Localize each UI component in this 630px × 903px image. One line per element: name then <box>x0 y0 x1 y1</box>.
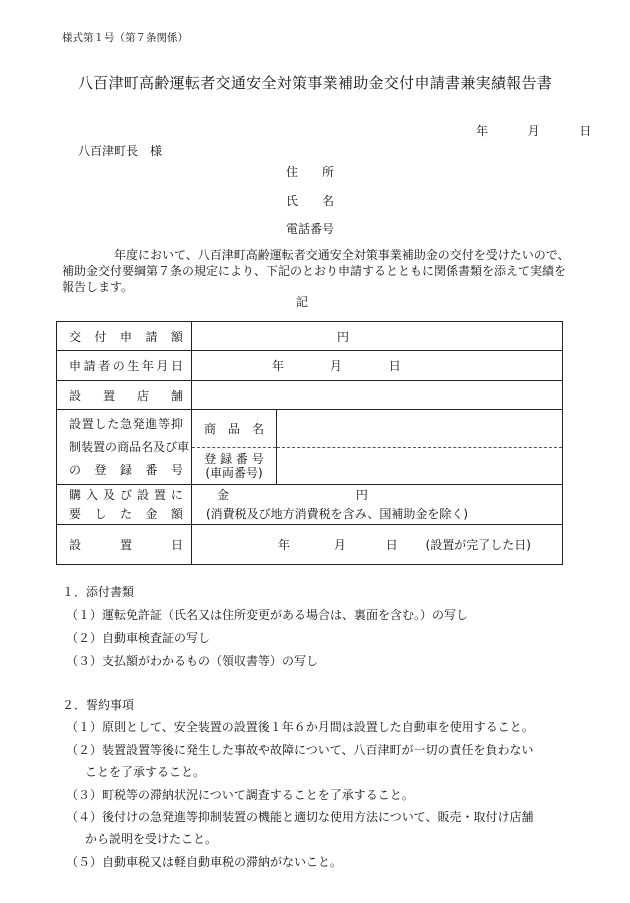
applicant-phone-label: 電話番号 <box>286 222 335 236</box>
row-device-product <box>57 410 563 448</box>
date-month: 月 <box>527 124 540 138</box>
label-product-name: 商 品 名 <box>192 410 277 448</box>
form-number: 様式第１号（第７条関係） <box>62 32 188 44</box>
applicant-address-label: 住 所 <box>286 165 335 179</box>
label-grant-amount: 交 付 申 請 額 <box>57 322 192 351</box>
label-registration-number: 登 録 番 号 (車両番号) <box>192 448 277 485</box>
addressee: 八百津町長 様 <box>78 144 163 158</box>
pledge-item-2-line-1: （２）装置設置等後に発生した事故や故障について、八百津町が一切の責任を負わない <box>66 743 534 757</box>
purchase-amount-field[interactable]: 金 円 (消費税及び地方消費税を含み、国補助金を除く) <box>192 485 563 525</box>
attachment-item-2: （２）自動車検査証の写し <box>66 631 211 645</box>
registration-number-field[interactable] <box>277 448 563 485</box>
store-field[interactable] <box>192 381 563 410</box>
attachments-heading: １．添付書類 <box>62 585 135 599</box>
date-year: 年 <box>476 124 489 138</box>
application-statement: 年度において、八百津町高齢運転者交通安全対策事業補助金の交付を受けたいので、補助金交付要綱第７条の規定により、下記のとおり申請するとともに関係書類を添えて実績を報告します。 <box>62 248 570 294</box>
date-day: 日 <box>579 124 592 138</box>
applicant-name-label: 氏 名 <box>286 194 335 208</box>
attachment-item-3: （３）支払額がわかるもの（領収書等）の写し <box>66 654 319 668</box>
pledge-item-3: （３）町税等の滞納状況について調査することを了承すること。 <box>66 788 414 802</box>
pledge-item-1: （１）原則として、安全装置の設置後１年６か月間は設置した自動車を使用すること。 <box>66 720 534 734</box>
row-birthdate <box>57 351 563 381</box>
pledge-heading: ２．誓約事項 <box>62 698 135 712</box>
document-title: 八百津町高齢運転者交通安全対策事業補助金交付申請書兼実績報告書 <box>77 74 553 92</box>
date-line <box>476 122 591 139</box>
application-table <box>56 321 563 565</box>
row-install-date <box>57 525 563 565</box>
label-purchase-amount: 購 入 及 び 設 置 に 要 し た 金 額 <box>57 485 192 525</box>
product-name-field[interactable] <box>277 410 563 448</box>
install-date-field[interactable]: 年 月 日 (設置が完了した日) <box>192 525 563 565</box>
row-purchase-amount <box>57 485 563 525</box>
birthdate-field[interactable]: 年 月 日 <box>192 351 563 381</box>
ki-mark: 記 <box>296 295 309 309</box>
row-grant-amount <box>57 322 563 351</box>
label-birthdate: 申 請 者 の 生 年 月 日 <box>57 351 192 381</box>
pledge-item-5: （５）自動車税又は軽自動車税の滞納がないこと。 <box>66 855 343 869</box>
pledge-item-4-line-1: （４）後付けの急発進等抑制装置の機能と適切な使用方法について、販売・取付け店舗 <box>66 810 534 824</box>
label-store: 設 置 店 舗 <box>57 381 192 410</box>
grant-amount-field[interactable]: 円 <box>192 322 563 351</box>
label-device-info: 設 置 し た 急 発 進 等 抑 制 装 置 の 商 品 名 及 び 車 の 登 録 番 号 <box>57 410 192 485</box>
pledge-item-4-line-2: から説明を受けたこと。 <box>85 832 218 846</box>
attachment-item-1: （１）運転免許証（氏名又は住所変更がある場合は、裏面を含む。）の写し <box>66 608 469 622</box>
pledge-item-2-line-2: ことを了承すること。 <box>85 765 206 779</box>
label-install-date: 設 置 日 <box>57 525 192 565</box>
row-store <box>57 381 563 410</box>
